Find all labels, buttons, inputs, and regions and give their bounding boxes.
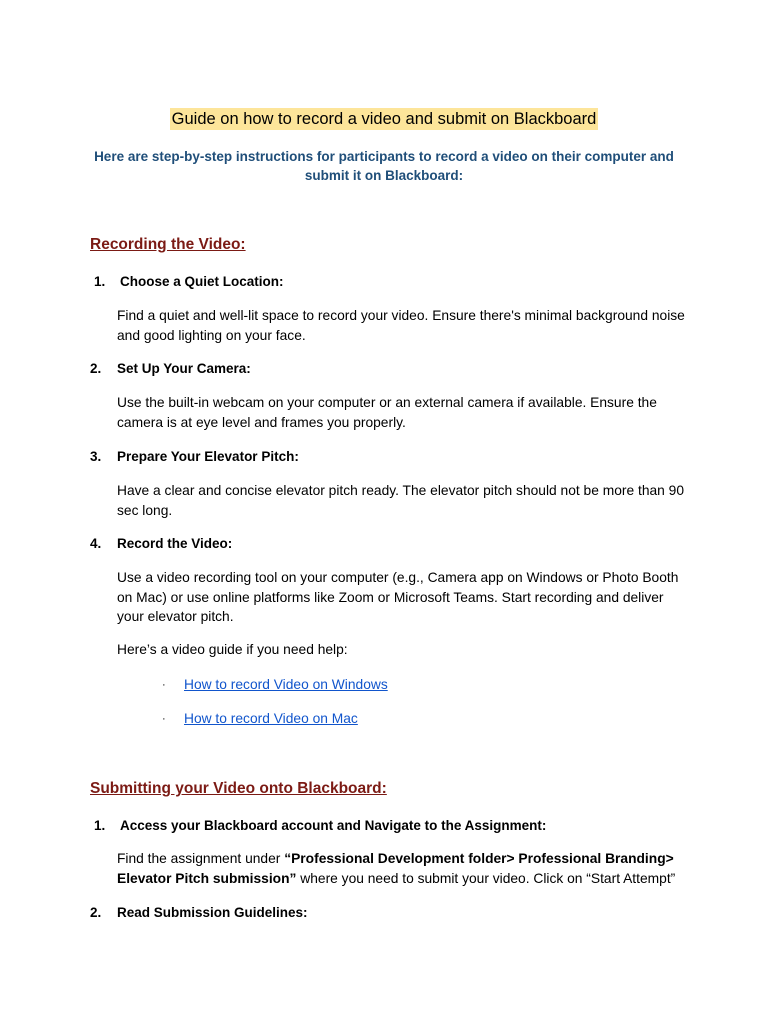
step-number: 2.: [90, 905, 102, 920]
step-label: Read Submission Guidelines:: [117, 905, 308, 920]
step-label: Set Up Your Camera:: [117, 361, 251, 376]
section-heading-submitting: Submitting your Video onto Blackboard:: [90, 780, 387, 797]
step-number: 4.: [90, 536, 102, 551]
bullet-point: ·: [162, 679, 166, 691]
step-number: 1.: [94, 818, 106, 833]
step-description: Use the built-in webcam on your computer or an external camera if available. Ensure the camera is at eye level and frames you properly.: [117, 395, 657, 430]
step-number: 1.: [94, 274, 106, 289]
text-suffix: where you need to submit your video. Click on “Start Attempt”: [296, 870, 676, 886]
step-description: Have a clear and concise elevator pitch ready. The elevator pitch should not be more than 90 sec long.: [117, 483, 685, 518]
link-record-video-windows[interactable]: How to record Video on Windows: [184, 677, 388, 692]
text-prefix: Find the assignment under: [117, 851, 285, 866]
step-label: Choose a Quiet Location:: [120, 274, 284, 289]
step-description: [117, 849, 697, 888]
video-guide-text: Here’s a video guide if you need help:: [117, 642, 348, 657]
title-container: [0, 108, 768, 130]
bullet-point: ·: [162, 713, 166, 725]
step-label: Prepare Your Elevator Pitch:: [117, 449, 299, 464]
step-number: 3.: [90, 449, 102, 464]
link-record-video-mac[interactable]: How to record Video on Mac: [184, 711, 358, 726]
step-description: Use a video recording tool on your computer (e.g., Camera app on Windows or Photo Booth on Mac) or use online platforms like Zoom or Microsoft Teams. Start recording and deliver your elevator pitch.: [117, 570, 679, 624]
step-description: Find a quiet and well-lit space to record your video. Ensure there's minimal background noise and good lighting on your face.: [117, 308, 685, 343]
step-label: Access your Blackboard account and Navigate to the Assignment:: [120, 818, 547, 833]
step-label: Record the Video:: [117, 536, 233, 551]
page-title: Guide on how to record a video and submit on Blackboard: [171, 110, 597, 128]
assignment-path: “Professional Development folder> Professional Branding> Elevator Pitch submission”: [117, 851, 674, 886]
step-number: 2.: [90, 361, 102, 376]
intro-text: Here are step-by-step instructions for participants to record a video on their computer and submit it on Blackboard:: [94, 149, 674, 183]
section-heading-recording: Recording the Video:: [90, 236, 246, 253]
